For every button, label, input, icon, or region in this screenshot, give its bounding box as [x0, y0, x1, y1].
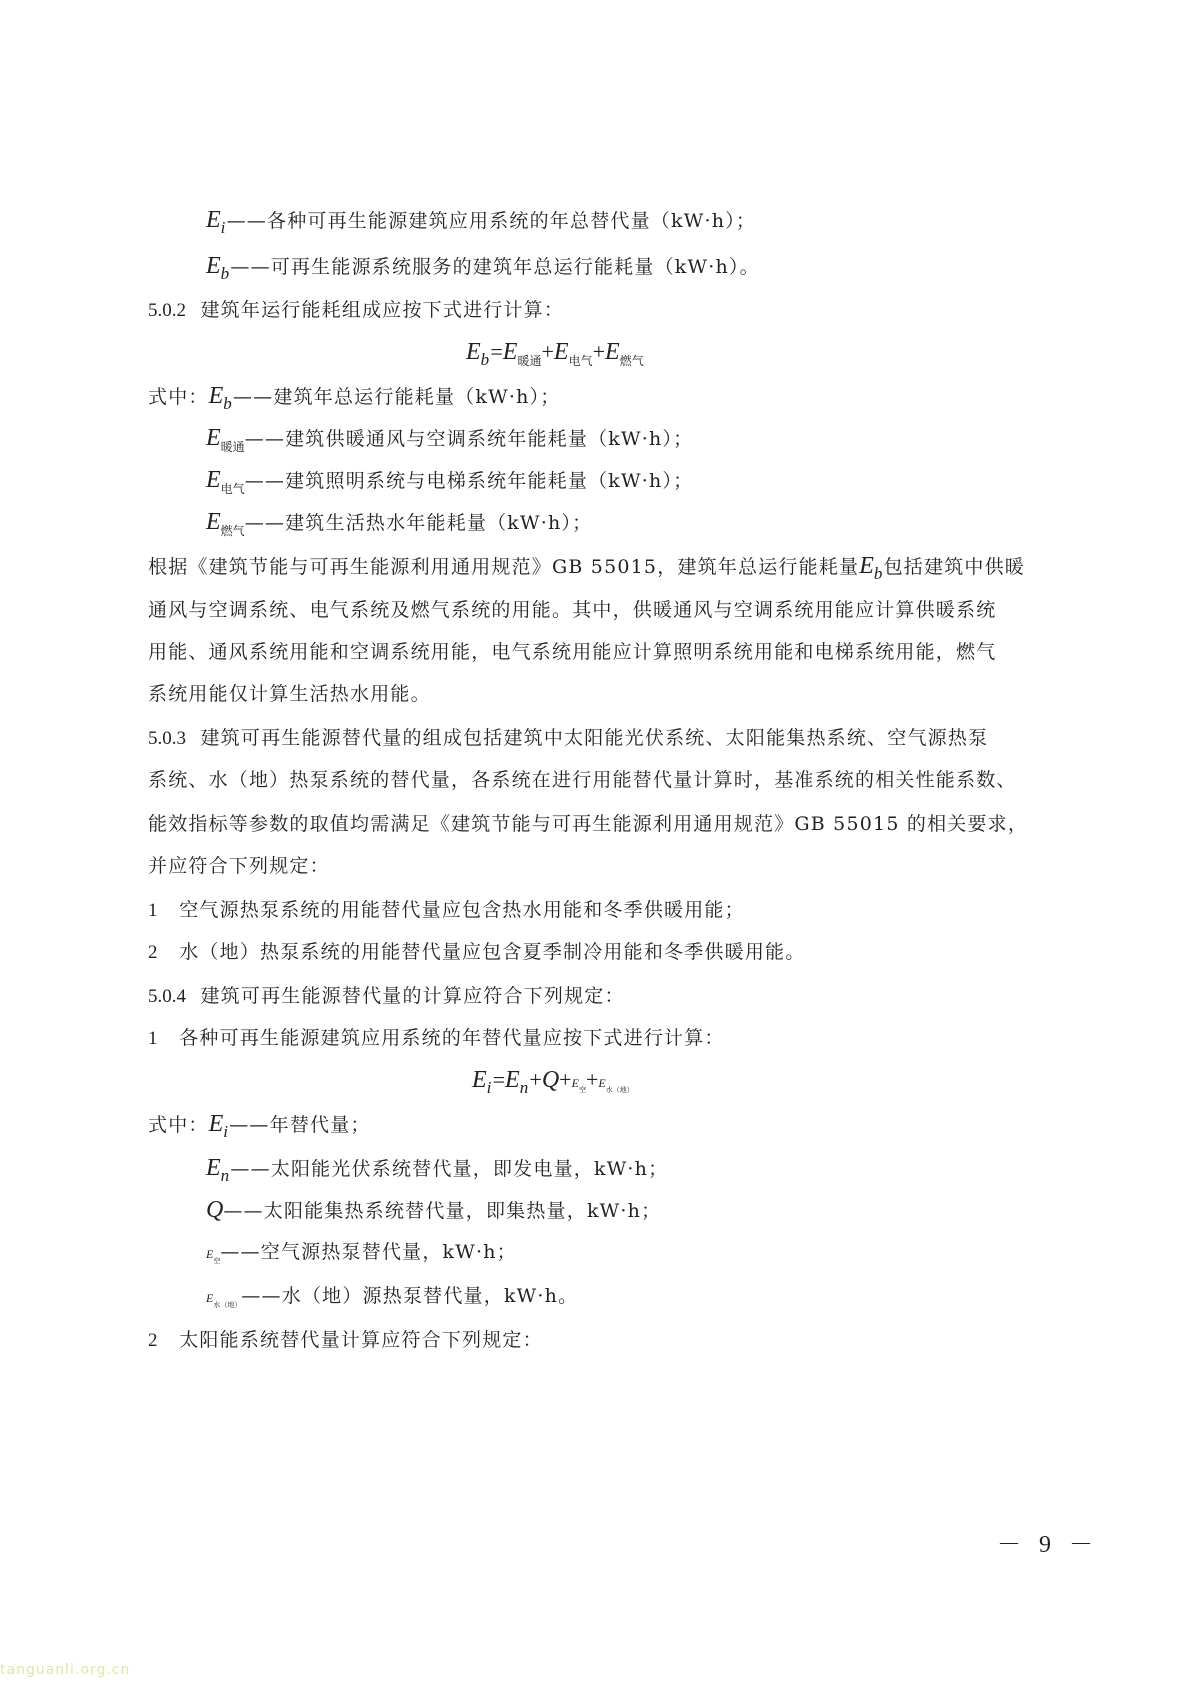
- where-text: ——年替代量；: [229, 1114, 371, 1136]
- para-text: 根据《建筑节能与可再生能源利用通用规范》GB 55015，建筑年总运行能耗量: [148, 556, 860, 578]
- item-text: 空气源热泵系统的用能替代量应包含热水用能和冬季供暖用能；: [179, 899, 745, 921]
- formula-sub: 空: [578, 1086, 586, 1094]
- where-hvac: [206, 424, 693, 455]
- where-text: ——空气源热泵替代量，kW·h；: [220, 1241, 517, 1263]
- def-ei: [206, 206, 756, 236]
- sub-b: b: [223, 394, 233, 413]
- para-text: 包括建筑中供暖: [883, 556, 1026, 578]
- item-number: 1: [148, 900, 158, 921]
- where-text: ——太阳能集热系统替代量，即集热量，kW·h；: [223, 1200, 662, 1222]
- page-number: － 9 －: [997, 1532, 1099, 1558]
- where-text: ——水（地）源热泵替代量，kW·h。: [241, 1285, 579, 1307]
- formula-var: E: [571, 1076, 579, 1090]
- var-e: E: [206, 253, 221, 279]
- section-5-0-2: [148, 296, 564, 325]
- sub-hvac: 暖通: [220, 440, 245, 454]
- sub-elec: 电气: [220, 482, 245, 496]
- formula-eb: [466, 338, 644, 369]
- where-text: ——建筑供暖通风与空调系统年能耗量（kW·h）；: [244, 428, 694, 450]
- formula-var: E: [598, 1076, 606, 1090]
- var-e: E: [206, 207, 221, 233]
- list-item: [148, 1024, 725, 1053]
- plus-sign: +: [592, 339, 606, 364]
- sub-b: b: [220, 264, 231, 283]
- where-en: [206, 1154, 668, 1184]
- s503-line-3: 能效指标等参数的取值均需满足《建筑节能与可再生能源利用通用规范》GB 55015 的相关要求，: [148, 813, 1029, 835]
- list-item: [148, 1326, 543, 1355]
- item-number: 2: [148, 942, 158, 963]
- para-line-2: 通风与空调系统、电气系统及燃气系统的用能。其中，供暖通风与空调系统用能应计算供暖系统: [148, 599, 997, 621]
- var-e: E: [206, 1291, 214, 1305]
- formula-var: E: [466, 339, 481, 365]
- where-eair: [206, 1238, 517, 1270]
- list-item: [148, 896, 745, 925]
- formula-sub: 燃气: [619, 354, 644, 368]
- sub-i: i: [220, 218, 227, 237]
- def-ei-text: ——各种可再生能源建筑应用系统的年总替代量（kW·h）；: [226, 210, 757, 232]
- formula-sub: i: [486, 1078, 493, 1097]
- var-e: E: [206, 425, 221, 451]
- var-e: E: [859, 553, 874, 579]
- equals-sign: =: [492, 1067, 506, 1092]
- formula-var: E: [505, 1067, 520, 1093]
- sub-gas: 燃气: [220, 524, 245, 538]
- item-text: 各种可再生能源建筑应用系统的年替代量应按下式进行计算：: [179, 1027, 725, 1049]
- sub-water: 水（地）: [213, 1301, 242, 1309]
- list-item: [148, 938, 805, 967]
- var-e: E: [206, 509, 221, 535]
- sub-air: 空: [213, 1257, 221, 1265]
- item-text: 太阳能系统替代量计算应符合下列规定：: [179, 1329, 543, 1351]
- s503-line-2: 系统、水（地）热泵系统的替代量，各系统在进行用能替代量计算时，基准系统的相关性能系数、: [148, 769, 1017, 791]
- var-e: E: [206, 1155, 221, 1181]
- section-number: 5.0.3: [148, 728, 186, 749]
- formula-sub: 暖通: [517, 354, 542, 368]
- formula-var: E: [472, 1067, 487, 1093]
- item-number: 2: [148, 1330, 158, 1351]
- equals-sign: =: [490, 339, 503, 364]
- where-text: ——太阳能光伏系统替代量，即发电量，kW·h；: [230, 1158, 669, 1180]
- section-text: 建筑年运行能耗组成应按下式进行计算：: [200, 299, 565, 321]
- plus-sign: +: [585, 1067, 599, 1092]
- item-text: 水（地）热泵系统的用能替代量应包含夏季制冷用能和冬季供暖用能。: [179, 941, 806, 963]
- var-e: E: [206, 467, 221, 493]
- where-ew: [206, 1282, 578, 1314]
- section-text: 建筑可再生能源替代量的组成包括建筑中太阳能光伏系统、太阳能集热系统、空气源热泵: [200, 727, 989, 749]
- para-line-4: 系统用能仅计算生活热水用能。: [148, 683, 431, 705]
- formula-ei: [472, 1066, 634, 1099]
- where-eb: [148, 382, 560, 412]
- var-e: E: [208, 383, 224, 409]
- plus-sign: +: [541, 339, 554, 364]
- sub-n: n: [220, 1166, 231, 1185]
- where-label: 式中：: [148, 386, 209, 408]
- sub-b: b: [873, 564, 884, 583]
- para-line-1: [148, 552, 1025, 582]
- item-number: 1: [148, 1028, 158, 1049]
- formula-var: Q: [541, 1067, 560, 1093]
- formula-sub: 水（地）: [605, 1086, 634, 1094]
- para-line-3: 用能、通风系统用能和空调系统用能，电气系统用能应计算照明系统用能和电梯系统用能，燃气: [148, 641, 997, 663]
- where-ei: [148, 1110, 371, 1140]
- sub-i: i: [223, 1122, 230, 1141]
- formula-var: E: [605, 339, 620, 365]
- var-e: E: [208, 1111, 224, 1137]
- var-e: E: [206, 1247, 214, 1261]
- plus-sign: +: [529, 1067, 542, 1092]
- section-number: 5.0.4: [148, 986, 186, 1007]
- formula-sub: 电气: [568, 354, 593, 368]
- formula-sub: n: [519, 1078, 530, 1097]
- section-number: 5.0.2: [148, 300, 186, 321]
- where-label: 式中：: [148, 1114, 209, 1136]
- section-5-0-3: [148, 724, 988, 753]
- formula-var: E: [553, 339, 569, 365]
- section-text: 建筑可再生能源替代量的计算应符合下列规定：: [200, 985, 625, 1007]
- section-5-0-4: [148, 982, 625, 1011]
- where-text: ——建筑年总运行能耗量（kW·h）；: [232, 386, 561, 408]
- where-q: [206, 1196, 661, 1225]
- var-q: Q: [206, 1197, 224, 1223]
- formula-sub: b: [480, 350, 491, 369]
- formula-var: E: [502, 339, 518, 365]
- where-gas: [206, 508, 592, 539]
- plus-sign: +: [559, 1067, 572, 1092]
- watermark: tanguanli.org.cn: [0, 1662, 131, 1678]
- where-elec: [206, 466, 693, 497]
- def-eb-text: ——可再生能源系统服务的建筑年总运行能耗量（kW·h）。: [230, 256, 760, 278]
- where-text: ——建筑生活热水年能耗量（kW·h）；: [244, 512, 593, 534]
- where-text: ——建筑照明系统与电梯系统年能耗量（kW·h）；: [244, 470, 694, 492]
- def-eb: [206, 252, 760, 282]
- s503-line-4: 并应符合下列规定：: [148, 855, 330, 877]
